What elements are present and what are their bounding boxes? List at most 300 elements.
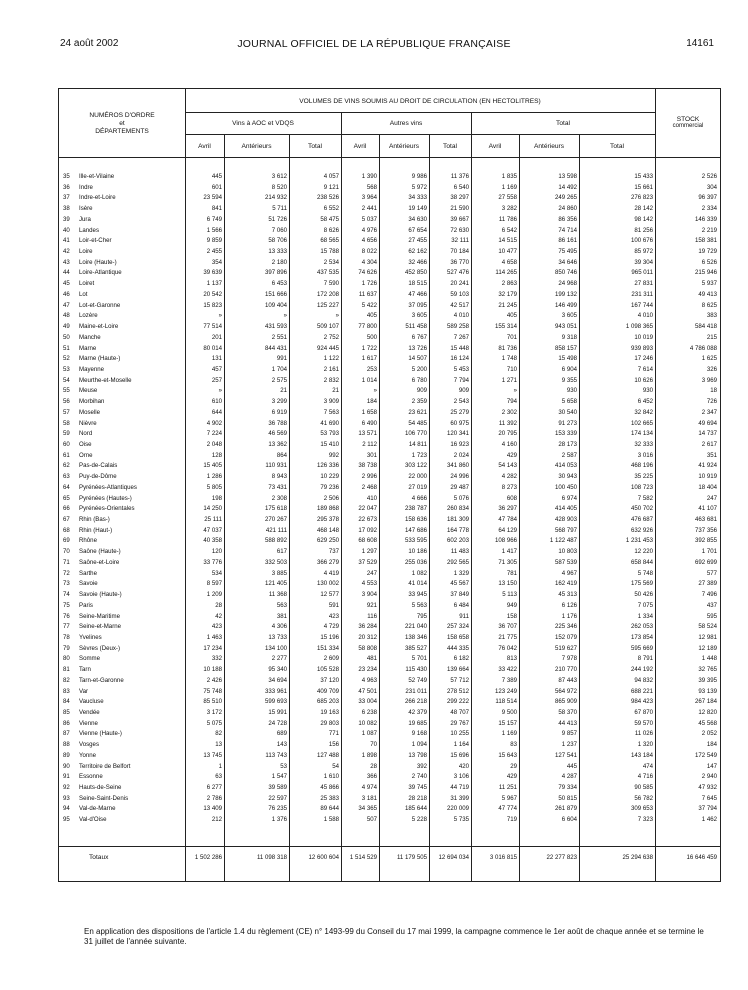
row-number: 62 <box>63 462 70 469</box>
group-other: Autres vins <box>389 120 423 127</box>
cell-value: 39 745 <box>408 784 427 791</box>
cell-value: 15 157 <box>498 720 517 727</box>
cell-value: 2 161 <box>323 366 339 373</box>
cell-value: 1 209 <box>206 591 222 598</box>
cell-value: 13 333 <box>268 248 287 255</box>
cell-value: 392 <box>416 763 427 770</box>
department-name: Sèvres (Deux-) <box>79 645 120 652</box>
subcol-anterieurs: Antérieurs <box>533 143 565 150</box>
cell-value: 19 729 <box>698 248 717 255</box>
cell-value: 3 612 <box>271 173 287 180</box>
row-number: 37 <box>63 194 70 201</box>
cell-value: 45 568 <box>698 720 717 727</box>
cell-value: 13 571 <box>358 430 377 437</box>
cell-value: 2 219 <box>701 227 717 234</box>
cell-value: 2 832 <box>323 377 339 384</box>
cell-value: 5 453 <box>453 366 469 373</box>
cell-value: 423 <box>211 623 222 630</box>
cell-value: 123 249 <box>494 688 517 695</box>
cell-value: 5 937 <box>701 280 717 287</box>
cell-value: 167 744 <box>630 302 653 309</box>
row-number: 85 <box>63 709 70 716</box>
cell-value: 127 541 <box>554 752 577 759</box>
cell-value: 21 <box>280 387 287 394</box>
cell-value: 29 <box>510 763 517 770</box>
cell-value: 1 704 <box>271 366 287 373</box>
cell-value: 6 919 <box>271 409 287 416</box>
cell-value: 108 966 <box>494 537 517 544</box>
cell-value: 38 738 <box>358 462 377 469</box>
cell-value: 366 <box>366 773 377 780</box>
cell-value: 72 630 <box>450 227 469 234</box>
cell-value: 262 053 <box>630 623 653 630</box>
cell-value: 29 803 <box>320 720 339 727</box>
cell-value: 74 626 <box>358 269 377 276</box>
cell-value: 47 501 <box>358 688 377 695</box>
cell-value: 16 124 <box>450 355 469 362</box>
department-name: Indre <box>79 184 93 191</box>
cell-value: 4 010 <box>453 312 469 319</box>
cell-value: 8 273 <box>501 484 517 491</box>
cell-value: 18 515 <box>408 280 427 287</box>
cell-value: 52 749 <box>408 677 427 684</box>
journal-title: JOURNAL OFFICIEL DE LA RÉPUBLIQUE FRANÇAISE <box>237 38 511 50</box>
cell-value: 1 547 <box>271 773 287 780</box>
cell-value: 509 107 <box>316 323 339 330</box>
cell-value: 221 040 <box>404 623 427 630</box>
cell-value: 23 621 <box>408 409 427 416</box>
department-name: Puy-de-Dôme <box>79 473 117 480</box>
row-number: 39 <box>63 216 70 223</box>
cell-value: 795 <box>416 613 427 620</box>
cell-value: 4 967 <box>561 570 577 577</box>
cell-value: 9 355 <box>561 377 577 384</box>
cell-value: 39 667 <box>450 216 469 223</box>
cell-value: 3 605 <box>411 312 427 319</box>
cell-value: 4 287 <box>561 773 577 780</box>
cell-value: 3 605 <box>561 312 577 319</box>
department-name: Jura <box>79 216 91 223</box>
cell-value: 48 707 <box>450 709 469 716</box>
cell-value: 10 626 <box>634 377 653 384</box>
cell-value: 11 483 <box>450 548 469 555</box>
cell-value: 39 639 <box>203 269 222 276</box>
cell-value: 59 103 <box>450 291 469 298</box>
cell-value: 9 318 <box>561 334 577 341</box>
department-name: Savoie (Haute-) <box>79 591 122 598</box>
cell-value: 10 019 <box>634 334 653 341</box>
cell-value: 32 179 <box>498 291 517 298</box>
row-number: 66 <box>63 505 70 512</box>
cell-value: 39 395 <box>698 677 717 684</box>
cell-value: 737 <box>328 548 339 555</box>
department-name: Vienne <box>79 720 98 727</box>
cell-value: 2 752 <box>323 334 339 341</box>
cell-value: 45 567 <box>450 580 469 587</box>
cell-value: 63 <box>215 773 222 780</box>
cell-value: 1 462 <box>701 816 717 823</box>
cell-value: 1 376 <box>271 816 287 823</box>
cell-value: 58 475 <box>320 216 339 223</box>
row-number: 60 <box>63 441 70 448</box>
row-number: 54 <box>63 377 70 384</box>
cell-value: 414 053 <box>554 462 577 469</box>
cell-value: 114 265 <box>495 269 517 276</box>
department-name: Saône-et-Loire <box>79 559 120 566</box>
cell-value: 86 161 <box>558 237 577 244</box>
cell-value: 909 <box>458 387 469 394</box>
cell-value: 2 609 <box>323 655 339 662</box>
cell-value: 125 227 <box>316 302 339 309</box>
cell-value: 2 455 <box>206 248 222 255</box>
cell-value: 2 347 <box>701 409 717 416</box>
cell-value: 11 376 <box>450 173 469 180</box>
cell-value: 1 723 <box>411 452 427 459</box>
cell-value: 40 358 <box>203 537 222 544</box>
cell-value: 12 577 <box>320 591 339 598</box>
cell-value: 5 037 <box>361 216 377 223</box>
row-number: 67 <box>63 516 70 523</box>
row-number: 50 <box>63 334 70 341</box>
cell-value: 2 024 <box>453 452 469 459</box>
cell-value: 9 986 <box>411 173 427 180</box>
cell-value: 333 961 <box>264 688 287 695</box>
cell-value: 23 234 <box>358 666 377 673</box>
cell-value: 452 850 <box>404 269 427 276</box>
cell-value: 601 <box>211 184 222 191</box>
cell-value: 1 390 <box>361 173 377 180</box>
cell-value: 12 981 <box>698 634 717 641</box>
cell-value: 481 <box>366 655 377 662</box>
group-title: VOLUMES DE VINS SOUMIS AU DROIT DE CIRCULATION (EN HECTOLITRES) <box>299 98 541 105</box>
department-name: Lozère <box>79 312 98 319</box>
cell-value: 6 604 <box>561 816 577 823</box>
row-number: 89 <box>63 752 70 759</box>
cell-value: 6 780 <box>411 377 427 384</box>
department-name: Ille-et-Vilaine <box>79 173 115 180</box>
cell-value: » <box>335 312 339 319</box>
cell-value: 301 <box>366 452 377 459</box>
cell-value: 3 904 <box>361 591 377 598</box>
row-number: 65 <box>63 495 70 502</box>
cell-value: 629 250 <box>316 537 339 544</box>
cell-value: 7 590 <box>323 280 339 287</box>
totals-label: Totaux <box>89 854 109 861</box>
cell-value: 108 723 <box>630 484 653 491</box>
cell-value: 1 566 <box>206 227 222 234</box>
row-number: 49 <box>63 323 70 330</box>
department-name: Morbihan <box>79 398 105 405</box>
cell-value: 7 075 <box>637 602 653 609</box>
cell-value: 15 643 <box>498 752 517 759</box>
cell-value: 568 <box>366 184 377 191</box>
cell-value: 8 625 <box>701 302 717 309</box>
cell-value: 68 565 <box>320 237 339 244</box>
cell-value: 437 <box>706 602 717 609</box>
cell-value: 4 553 <box>361 580 377 587</box>
cell-value: 2 048 <box>206 441 222 448</box>
cell-value: 47 774 <box>498 805 517 812</box>
cell-value: 1 169 <box>501 730 517 737</box>
cell-value: 33 004 <box>358 698 377 705</box>
cell-value: 50 815 <box>558 795 577 802</box>
cell-value: 595 669 <box>630 645 653 652</box>
row-number: 55 <box>63 387 70 394</box>
group-aoc: Vins à AOC et VDQS <box>232 120 294 127</box>
cell-value: 15 410 <box>320 441 339 448</box>
cell-value: 75 495 <box>558 248 577 255</box>
cell-value: 73 431 <box>268 484 287 491</box>
cell-value: 3 106 <box>453 773 469 780</box>
cell-value: 21 590 <box>450 205 469 212</box>
total-value: 12 694 034 <box>438 854 469 861</box>
cell-value: 591 <box>328 602 339 609</box>
cell-value: 215 <box>706 334 717 341</box>
cell-value: 610 <box>211 398 222 405</box>
cell-value: 9 168 <box>411 730 427 737</box>
department-name: Lot <box>79 291 88 298</box>
cell-value: 587 539 <box>554 559 577 566</box>
cell-value: 7 563 <box>323 409 339 416</box>
cell-value: 172 208 <box>316 291 339 298</box>
cell-value: 10 229 <box>320 473 339 480</box>
department-name: Tarn <box>79 666 91 673</box>
cell-value: 151 666 <box>264 291 287 298</box>
cell-value: 15 433 <box>634 173 653 180</box>
cell-value: 23 594 <box>203 194 222 201</box>
cell-value: 143 <box>276 741 287 748</box>
row-number: 61 <box>63 452 70 459</box>
cell-value: 81 736 <box>498 345 517 352</box>
cell-value: 255 036 <box>404 559 427 566</box>
cell-value: 110 931 <box>265 462 287 469</box>
row-rule <box>59 157 720 158</box>
cell-value: » <box>283 312 287 319</box>
row-number: 76 <box>63 613 70 620</box>
cell-value: 147 686 <box>404 527 427 534</box>
cell-value: 1 417 <box>501 548 517 555</box>
department-name: Isère <box>79 205 93 212</box>
cell-value: 7 389 <box>501 677 517 684</box>
cell-value: 4 729 <box>323 623 339 630</box>
cell-value: 1 122 487 <box>549 537 577 544</box>
cell-value: » <box>373 387 377 394</box>
cell-value: 158 <box>506 613 517 620</box>
cell-value: 1 164 <box>453 741 469 748</box>
department-name: Sarthe <box>79 570 97 577</box>
cell-value: 174 134 <box>630 430 653 437</box>
cell-value: 95 340 <box>268 666 287 673</box>
cell-value: 421 111 <box>265 527 287 534</box>
cell-value: 4 656 <box>361 237 377 244</box>
cell-value: 2 543 <box>453 398 469 405</box>
cell-value: 22 673 <box>358 516 377 523</box>
row-number: 93 <box>63 795 70 802</box>
cell-value: 3 016 <box>637 452 653 459</box>
cell-value: 599 693 <box>264 698 287 705</box>
department-name: Loire <box>79 248 93 255</box>
cell-value: 184 <box>366 398 377 405</box>
cell-value: 51 726 <box>268 216 287 223</box>
cell-value: 64 129 <box>498 527 517 534</box>
cell-value: 5 422 <box>361 302 377 309</box>
cell-value: 212 <box>211 816 222 823</box>
cell-value: 11 368 <box>268 591 287 598</box>
cell-value: 278 512 <box>446 688 469 695</box>
department-name: Vosges <box>79 741 99 748</box>
cell-value: 24 968 <box>558 280 577 287</box>
cell-value: 53 <box>280 763 287 770</box>
col-rule <box>579 134 580 882</box>
cell-value: 943 051 <box>554 323 577 330</box>
cell-value: 20 795 <box>498 430 517 437</box>
cell-value: 841 <box>211 205 222 212</box>
cell-value: 17 234 <box>203 645 222 652</box>
cell-value: 33 945 <box>408 591 427 598</box>
cell-value: 4 282 <box>501 473 517 480</box>
cell-value: 474 <box>642 763 653 770</box>
cell-value: 2 308 <box>271 495 287 502</box>
cell-value: 238 787 <box>404 505 427 512</box>
cell-value: 44 719 <box>450 784 469 791</box>
cell-value: 22 597 <box>268 795 287 802</box>
cell-value: 11 392 <box>498 420 517 427</box>
cell-value: 924 445 <box>316 345 339 352</box>
cell-value: 7 267 <box>453 334 469 341</box>
cell-value: 27 558 <box>498 194 517 201</box>
cell-value: 24 860 <box>558 205 577 212</box>
cell-value: 4 666 <box>411 495 427 502</box>
cell-value: 152 079 <box>554 634 577 641</box>
cell-value: 139 664 <box>446 666 469 673</box>
cell-value: 37 529 <box>358 559 377 566</box>
cell-value: 1 588 <box>323 816 339 823</box>
department-name: Val-de-Marne <box>79 805 116 812</box>
cell-value: 1 014 <box>361 377 377 384</box>
cell-value: 423 <box>328 613 339 620</box>
cell-value: 257 324 <box>446 623 469 630</box>
cell-value: 21 245 <box>498 302 517 309</box>
cell-value: 12 220 <box>634 548 653 555</box>
cell-value: 4 716 <box>637 773 653 780</box>
department-name: Mayenne <box>79 366 105 373</box>
cell-value: 58 808 <box>358 645 377 652</box>
cell-value: 68 608 <box>358 537 377 544</box>
cell-value: 771 <box>328 730 339 737</box>
cell-value: 19 685 <box>408 720 427 727</box>
cell-value: 31 399 <box>450 795 469 802</box>
row-number: 94 <box>63 805 70 812</box>
cell-value: 14 507 <box>408 355 427 362</box>
department-name: Yvelines <box>79 634 102 641</box>
cell-value: 437 535 <box>316 269 339 276</box>
department-name: Manche <box>79 334 101 341</box>
row-number: 86 <box>63 720 70 727</box>
cell-value: 33 422 <box>498 666 517 673</box>
cell-value: 1 625 <box>701 355 717 362</box>
cell-value: 14 811 <box>408 441 427 448</box>
cell-value: 30 540 <box>558 409 577 416</box>
cell-value: 86 356 <box>558 216 577 223</box>
cell-value: 14 492 <box>558 184 577 191</box>
department-name: Loiret <box>79 280 95 287</box>
cell-value: 214 932 <box>264 194 287 201</box>
cell-value: 15 696 <box>450 752 469 759</box>
department-name: Hauts-de-Seine <box>79 784 122 791</box>
department-name: Orne <box>79 452 93 459</box>
cell-value: 984 423 <box>630 698 653 705</box>
cell-value: 106 770 <box>404 430 427 437</box>
cell-value: 22 000 <box>408 473 427 480</box>
cell-value: 85 972 <box>634 248 653 255</box>
cell-value: 2 302 <box>501 409 517 416</box>
cell-value: 4 974 <box>361 784 377 791</box>
department-name: Pyrénées-Atlantiques <box>79 484 137 491</box>
cell-value: 589 258 <box>446 323 469 330</box>
row-header-line2: et <box>119 120 125 127</box>
row-number: 43 <box>63 259 70 266</box>
cell-value: 156 <box>328 741 339 748</box>
cell-value: 6 182 <box>453 655 469 662</box>
row-number: 72 <box>63 570 70 577</box>
cell-value: 11 637 <box>358 291 377 298</box>
cell-value: 1 122 <box>323 355 339 362</box>
cell-value: 35 225 <box>634 473 653 480</box>
department-name: Saône (Haute-) <box>79 548 121 555</box>
subcol-anterieurs: Antérieurs <box>388 143 420 150</box>
cell-value: 6 552 <box>323 205 339 212</box>
cell-value: 405 <box>506 312 517 319</box>
cell-value: 2 551 <box>271 334 287 341</box>
subcol-anterieurs: Antérieurs <box>241 143 272 150</box>
cell-value: 59 570 <box>634 720 653 727</box>
row-number: 80 <box>63 655 70 662</box>
cell-value: 15 788 <box>320 248 339 255</box>
cell-value: 85 510 <box>203 698 222 705</box>
cell-value: 450 702 <box>630 505 653 512</box>
cell-value: 1 334 <box>637 613 653 620</box>
department-name: Nord <box>79 430 93 437</box>
cell-value: 8 022 <box>361 248 377 255</box>
row-number: 75 <box>63 602 70 609</box>
cell-value: 6 904 <box>561 366 577 373</box>
department-name: Meurthe-et-Moselle <box>79 377 132 384</box>
cell-value: 1 094 <box>411 741 427 748</box>
row-number: 92 <box>63 784 70 791</box>
cell-value: 563 <box>276 602 287 609</box>
cell-value: 11 251 <box>498 784 517 791</box>
row-number: 56 <box>63 398 70 405</box>
department-name: Seine-Saint-Denis <box>79 795 129 802</box>
cell-value: 5 228 <box>411 816 427 823</box>
cell-value: 49 413 <box>698 291 717 298</box>
cell-value: 658 844 <box>630 559 653 566</box>
cell-value: 568 797 <box>554 527 577 534</box>
cell-value: 1 <box>218 763 222 770</box>
cell-value: 292 565 <box>446 559 469 566</box>
cell-value: 781 <box>506 570 517 577</box>
cell-value: 409 709 <box>316 688 339 695</box>
cell-value: 366 279 <box>316 559 339 566</box>
cell-value: 30 943 <box>558 473 577 480</box>
cell-value: 6 238 <box>361 709 377 716</box>
cell-value: 3 299 <box>271 398 287 405</box>
row-number: 51 <box>63 345 70 352</box>
cell-value: 1 898 <box>361 752 377 759</box>
cell-value: 445 <box>566 763 577 770</box>
cell-value: 27 455 <box>408 237 427 244</box>
cell-value: 28 173 <box>558 441 577 448</box>
